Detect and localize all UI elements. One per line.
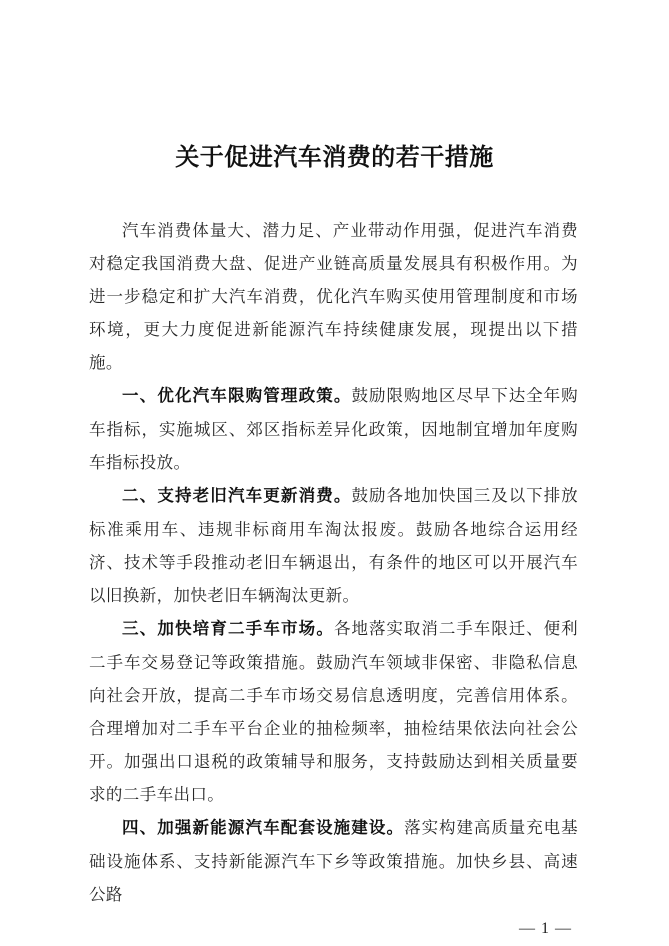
section-1-heading: 一、优化汽车限购管理政策。 [122, 387, 352, 405]
paragraph-section-1 [89, 379, 578, 479]
paragraph-intro-text: 汽车消费体量大、潜力足、产业带动作用强，促进汽车消费对稳定我国消费大盘、促进产业链高质量发展具有积极作用。为进一步稳定和扩大汽车消费，优化汽车购买使用管理制度和市场环境，更大力度促进新能源汽车持续健康发展，现提出以下措施。 [89, 221, 578, 372]
paragraph-intro [89, 214, 578, 379]
document-title: 关于促进汽车消费的若干措施 [175, 145, 494, 171]
section-3-text: 各地落实取消二手车限迁、便利二手车交易登记等政策措施。鼓励汽车领域非保密、非隐私信息向社会开放，提高二手车市场交易信息透明度，完善信用体系。合理增加对二手车平台企业的抽检频率，抽检结果依法向社会公开。加强出口退税的政策辅导和服务，支持鼓励达到相关质量要求的二手车出口。 [89, 619, 578, 804]
document-body [89, 214, 578, 911]
paragraph-section-4 [89, 811, 578, 911]
section-4-heading: 四、加强新能源汽车配套设施建设。 [122, 819, 405, 837]
section-4-text: 落实构建高质量充电基础设施体系、支持新能源汽车下乡等政策措施。加快乡县、高速公路 [89, 818, 578, 904]
section-1-text: 鼓励限购地区尽早下达全年购车指标，实施城区、郊区指标差异化政策，因地制宜增加年度购车指标投放。 [89, 386, 578, 472]
paragraph-section-3 [89, 612, 578, 811]
section-2-text: 鼓励各地加快国三及以下排放标准乘用车、违规非标商用车淘汰报废。鼓励各地综合运用经济、技术等手段推动老旧车辆退出，有条件的地区可以开展汽车以旧换新，加快老旧车辆淘汰更新。 [89, 486, 578, 605]
section-3-heading: 三、加快培育二手车市场。 [122, 620, 335, 638]
page-number: — 1 — [519, 920, 572, 937]
paragraph-section-2 [89, 479, 578, 612]
section-2-heading: 二、支持老旧汽车更新消费。 [122, 487, 352, 505]
